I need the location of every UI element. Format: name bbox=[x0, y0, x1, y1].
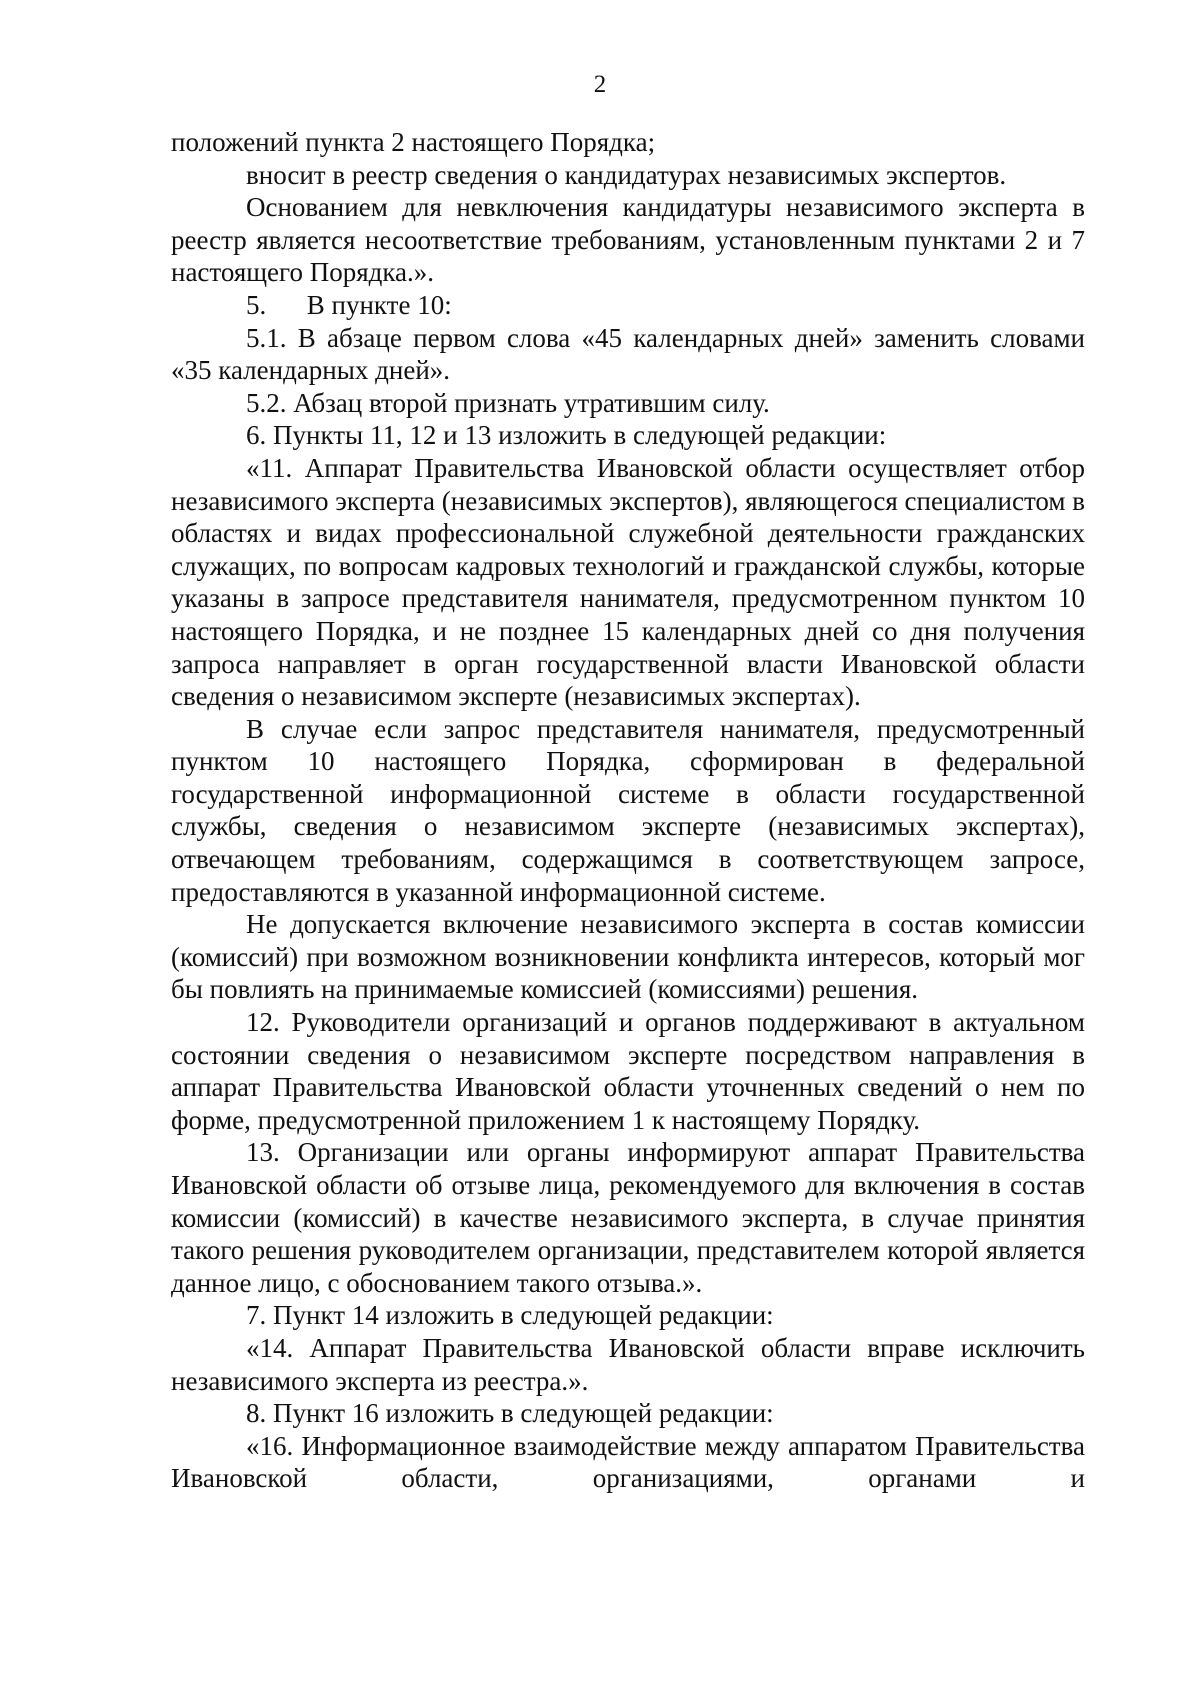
paragraph: 7. Пункт 14 изложить в следующей редакции: bbox=[246, 1300, 774, 1331]
paragraph: вносит в реестр сведения о кандидатурах независимых экспертов. bbox=[246, 159, 1007, 190]
paragraph: 5.2. Абзац второй признать утратившим силу. bbox=[246, 387, 770, 418]
paragraph: 8. Пункт 16 изложить в следующей редакции: bbox=[246, 1398, 774, 1429]
paragraph: Основанием для невключения кандидатуры независимого эксперта в реестр является несоответствие требованиям, установленным пунктами 2 и 7 настоящего Порядка.». bbox=[171, 192, 1085, 288]
paragraph: «16. Информационное взаимодействие между аппаратом Правительства Ивановской области, организациями, органами и bbox=[171, 1430, 1085, 1494]
paragraph: Не допускается включение независимого эксперта в состав комиссии (комиссий) при возможном возникновении конфликта интересов, который мог бы повлиять на принимаемые комиссией (комиссиями) решения. bbox=[171, 909, 1085, 1005]
paragraph: 12. Руководители организаций и органов поддерживают в актуальном состоянии сведения о независимом эксперте посредством направления в аппарат Правительства Ивановской области уточненных сведений о нем по форме, предусмотренной приложением 1 к настоящему Порядку. bbox=[171, 1007, 1085, 1135]
paragraph: 5. В пункте 10: bbox=[246, 289, 452, 320]
paragraph: 6. Пункты 11, 12 и 13 изложить в следующей редакции: bbox=[246, 420, 887, 451]
page-number: 2 bbox=[593, 71, 607, 98]
paragraph: «14. Аппарат Правительства Ивановской области вправе исключить независимого эксперта из реестра.». bbox=[171, 1332, 1085, 1396]
paragraph: положений пункта 2 настоящего Порядка; bbox=[171, 127, 656, 157]
paragraph: 5.1. В абзаце первом слова «45 календарных дней» заменить словами «35 календарных дней». bbox=[171, 322, 1085, 386]
paragraph: В случае если запрос представителя нанимателя, предусмотренный пунктом 10 настоящего Порядка, сформирован в федеральной государственной информационной системе в области государственной службы, сведения о независимом эксперте (независимых экспертах), отвечающем требованиям, содержащимся в соответствующем запросе, предоставляются в указанной информационной системе. bbox=[171, 713, 1085, 907]
document-body bbox=[171, 126, 1085, 1495]
paragraph: «11. Аппарат Правительства Ивановской области осуществляет отбор независимого эксперта (независимых экспертов), являющегося специалистом в областях и видах профессиональной служебной деятельности гражданских служащих, по вопросам кадровых технологий и гражданской службы, которые указаны в запросе представителя нанимателя, предусмотренном пунктом 10 настоящего Порядка, и не позднее 15 календарных дней со дня получения запроса направляет в орган государственной власти Ивановской области сведения о независимом эксперте (независимых экспертах). bbox=[171, 452, 1085, 712]
paragraph: 13. Организации или органы информируют аппарат Правительства Ивановской области об отзыве лица, рекомендуемого для включения в состав комиссии (комиссий) в качестве независимого эксперта, в случае принятия такого решения руководителем организации, представителем которой является данное лицо, с обоснованием такого отзыва.». bbox=[171, 1137, 1085, 1298]
